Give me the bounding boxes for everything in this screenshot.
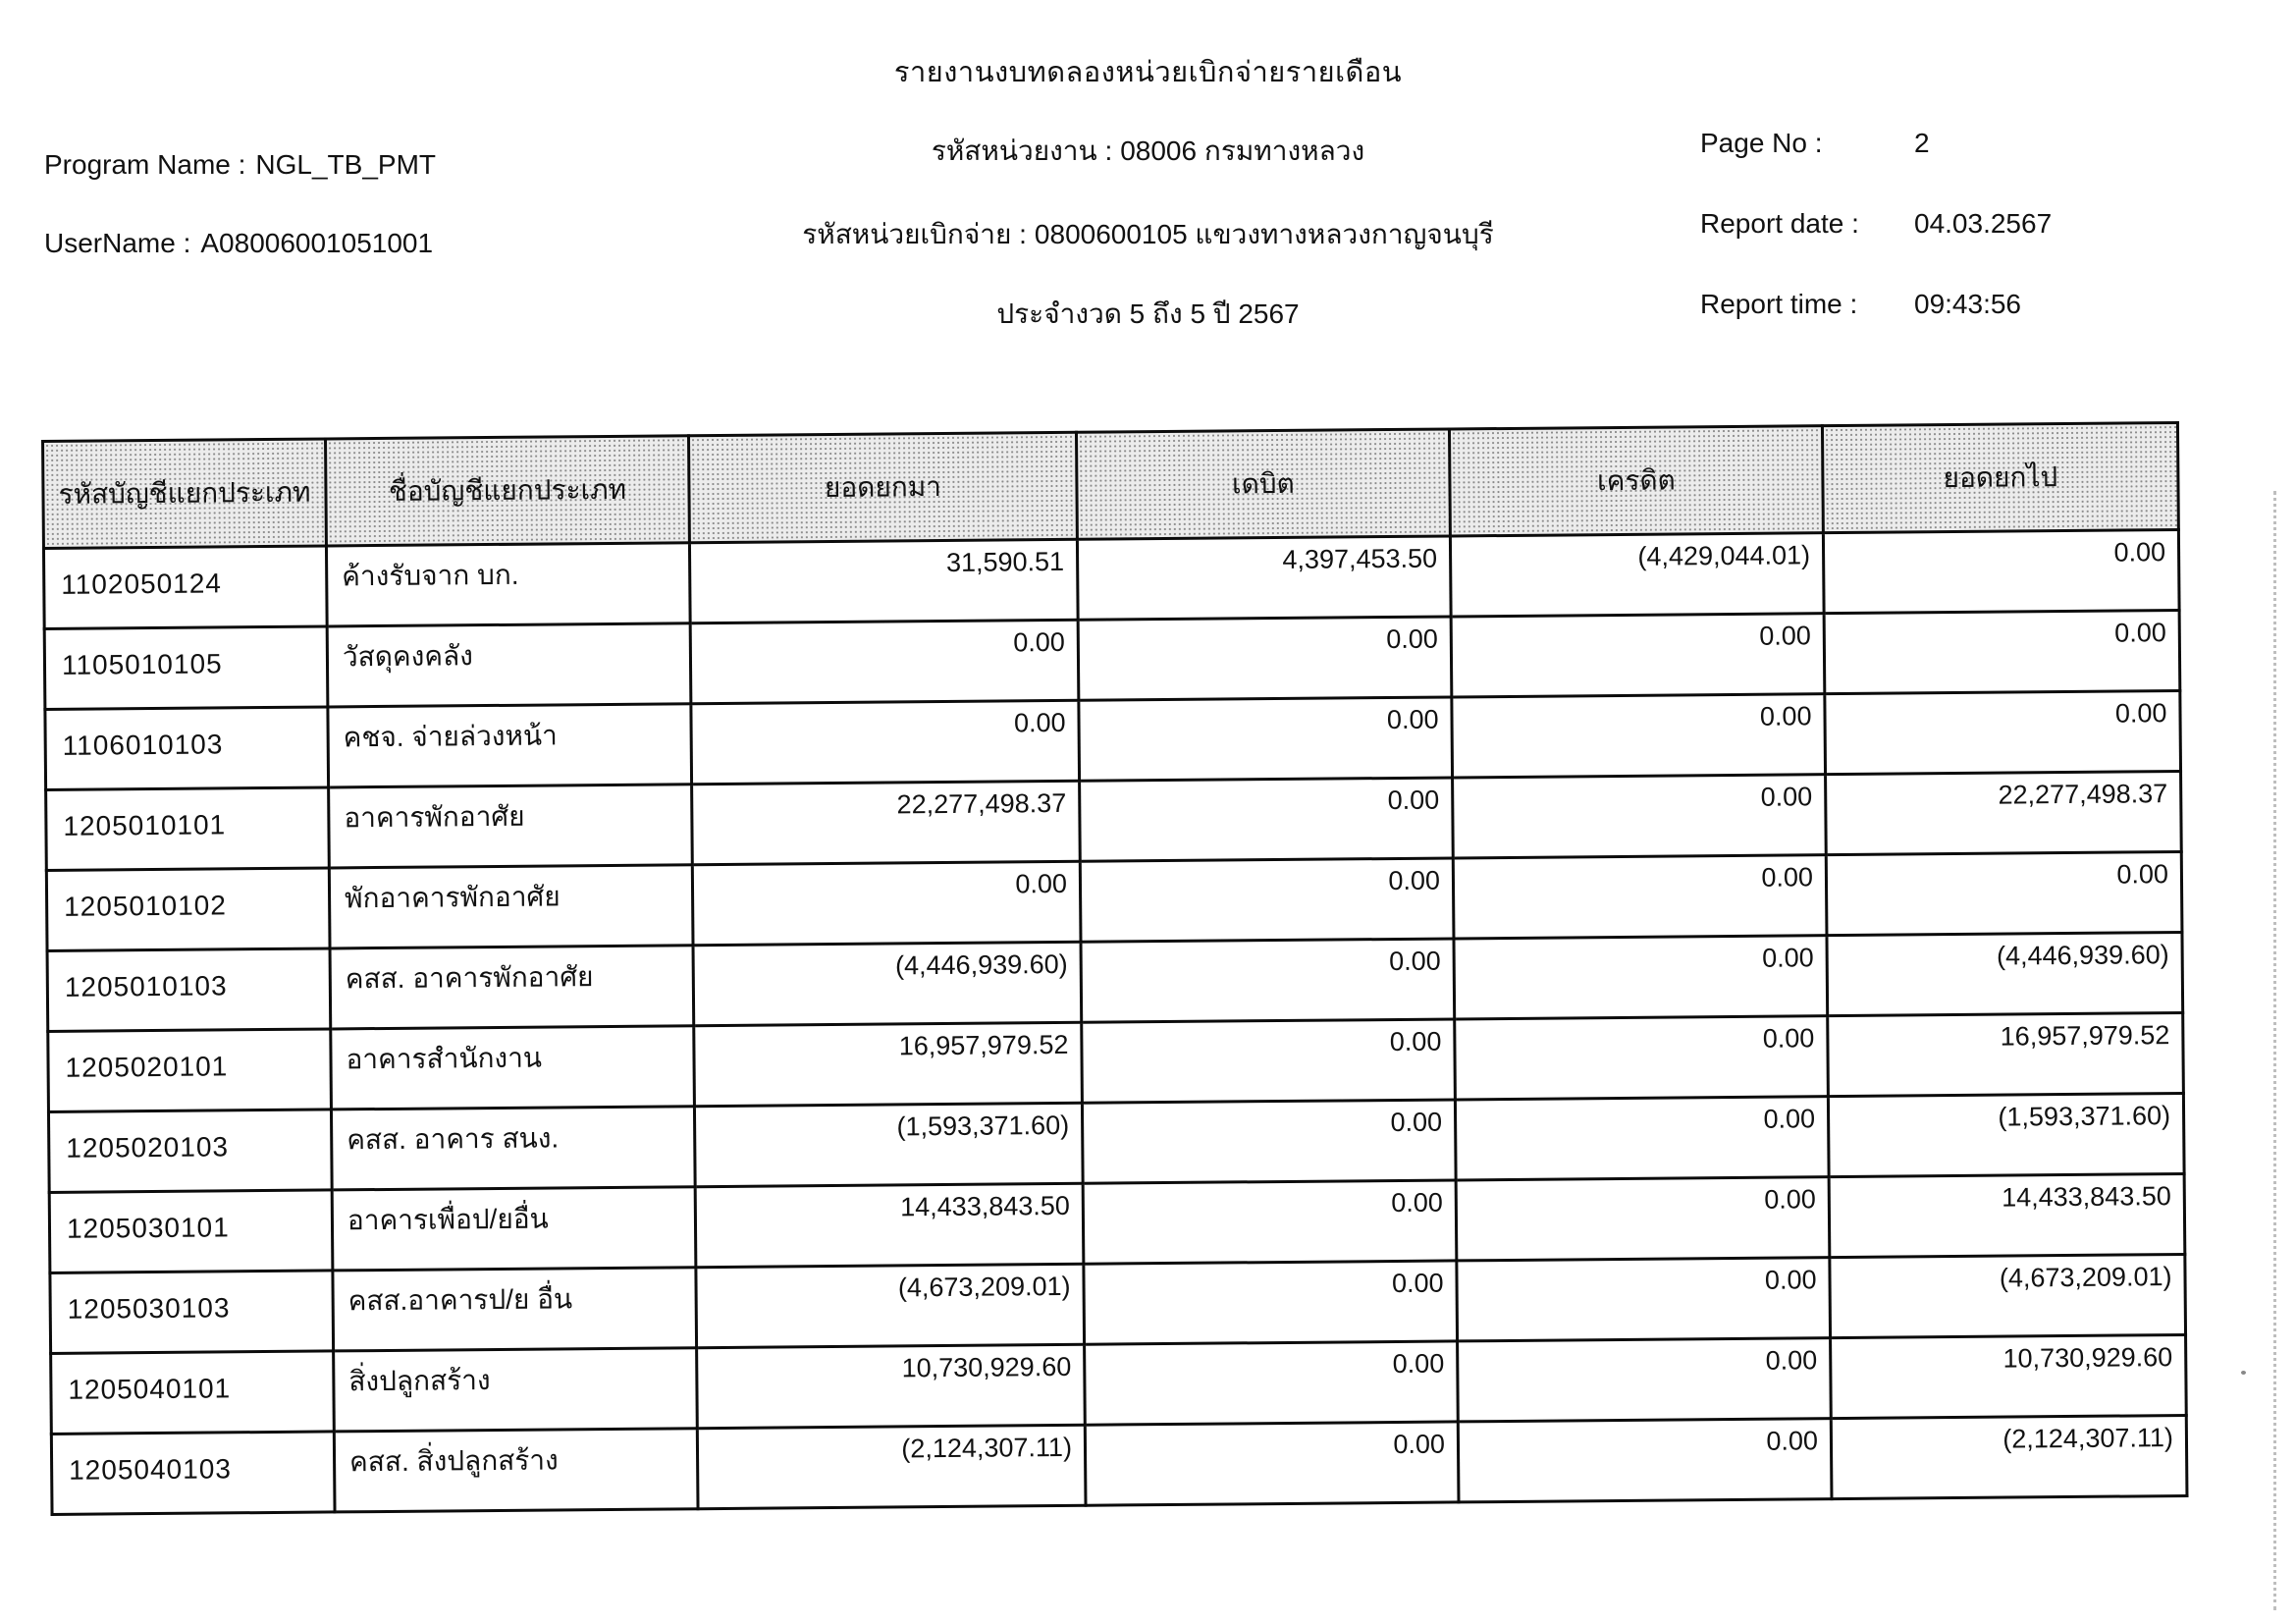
- debit-cell: 0.00: [1082, 1100, 1456, 1183]
- account-name-cell: อาคารเพื่อป/ยอื่น: [332, 1187, 696, 1271]
- closing-balance-cell: 14,433,843.50: [1829, 1173, 2185, 1257]
- agency-value: 08006 กรมทางหลวง: [1120, 135, 1365, 166]
- program-name-label: Program Name :: [44, 149, 246, 180]
- agency-label: รหัสหน่วยงาน :: [931, 135, 1113, 166]
- closing-balance-cell: (1,593,371.60): [1828, 1093, 2184, 1176]
- closing-balance-cell: (4,673,209.01): [1830, 1254, 2186, 1337]
- opening-balance-cell: 22,277,498.37: [692, 781, 1081, 864]
- page-no-line: [1700, 128, 1930, 159]
- table-body: [43, 530, 2187, 1515]
- account-name-cell: คสส. สิ่งปลูกสร้าง: [334, 1429, 698, 1512]
- opening-balance-cell: (4,673,209.01): [696, 1264, 1085, 1347]
- program-name-value: NGL_TB_PMT: [255, 149, 437, 180]
- col-header-credit: เครดิต: [1449, 426, 1823, 536]
- closing-balance-cell: (2,124,307.11): [1831, 1415, 2187, 1498]
- trial-balance-table: [41, 421, 2188, 1516]
- account-code-cell: 1205010101: [46, 787, 330, 871]
- opening-balance-cell: 16,957,979.52: [694, 1022, 1083, 1106]
- debit-cell: 0.00: [1080, 858, 1454, 942]
- debit-cell: 0.00: [1082, 1019, 1456, 1103]
- col-header-opening-balance: ยอดยกมา: [688, 432, 1077, 542]
- credit-cell: 0.00: [1458, 1338, 1832, 1422]
- account-code-cell: 1205030101: [49, 1190, 333, 1273]
- disbursing-unit-value: 0800600105 แขวงทางหลวงกาญจนบุรี: [1034, 219, 1494, 249]
- account-code-cell: 1205010102: [46, 868, 330, 951]
- table-header-row: [43, 423, 2179, 549]
- report-time-label: Report time :: [1700, 289, 1858, 319]
- col-header-debit: เดบิต: [1076, 429, 1450, 539]
- opening-balance-cell: 0.00: [692, 861, 1081, 945]
- scan-speck: [2241, 1371, 2246, 1375]
- account-name-cell: พักอาคารพักอาศัย: [329, 865, 693, 948]
- debit-cell: 0.00: [1085, 1422, 1459, 1505]
- credit-cell: 0.00: [1455, 1097, 1829, 1180]
- closing-balance-cell: 0.00: [1823, 530, 2179, 614]
- account-code-cell: 1205010103: [47, 948, 331, 1032]
- account-code-cell: 1102050124: [43, 546, 327, 629]
- opening-balance-cell: (4,446,939.60): [693, 942, 1082, 1025]
- account-code-cell: 1205020103: [48, 1110, 332, 1193]
- report-date-label: Report date :: [1700, 208, 1859, 239]
- account-name-cell: สิ่งปลูกสร้าง: [334, 1348, 698, 1432]
- closing-balance-cell: 22,277,498.37: [1826, 771, 2182, 854]
- col-header-closing-balance: ยอดยกไป: [1822, 423, 2178, 533]
- account-code-cell: 1205040101: [51, 1351, 335, 1435]
- credit-cell: 0.00: [1453, 855, 1827, 939]
- debit-cell: 0.00: [1084, 1261, 1458, 1344]
- col-header-account-code: รหัสบัญชีแยกประเภท: [43, 439, 327, 549]
- table-row: [51, 1415, 2187, 1514]
- closing-balance-cell: 0.00: [1826, 851, 2182, 935]
- account-name-cell: วัสดุคงคลัง: [327, 623, 691, 707]
- account-code-cell: 1106010103: [45, 707, 329, 790]
- program-name-line: [44, 149, 436, 181]
- username-value: A08006001051001: [200, 228, 434, 258]
- report-title: รายงานงบทดลองหน่วยเบิกจ่ายรายเดือน: [893, 57, 1403, 88]
- col-header-account-name: ชื่อบัญชีแยกประเภท: [326, 436, 690, 546]
- report-time-value: 09:43:56: [1914, 289, 2021, 319]
- credit-cell: 0.00: [1455, 1016, 1829, 1100]
- debit-cell: 4,397,453.50: [1077, 536, 1451, 620]
- report-date-value: 04.03.2567: [1914, 208, 2053, 239]
- report-date-line: [1700, 208, 2052, 240]
- credit-cell: 0.00: [1453, 775, 1827, 858]
- debit-cell: 0.00: [1083, 1180, 1457, 1264]
- closing-balance-cell: 0.00: [1824, 610, 2180, 693]
- account-name-cell: คสส.อาคารป/ย อื่น: [333, 1268, 697, 1351]
- debit-cell: 0.00: [1085, 1341, 1459, 1425]
- account-name-cell: คสส. อาคารพักอาศัย: [330, 946, 694, 1029]
- period-line: ประจำงวด 5 ถึง 5 ปี 2567: [996, 298, 1300, 329]
- credit-cell: 0.00: [1452, 694, 1826, 778]
- account-code-cell: 1205040103: [51, 1432, 335, 1515]
- closing-balance-cell: 10,730,929.60: [1831, 1334, 2187, 1418]
- debit-cell: 0.00: [1078, 617, 1452, 700]
- debit-cell: 0.00: [1079, 697, 1453, 781]
- account-name-cell: อาคารพักอาศัย: [329, 785, 693, 868]
- account-name-cell: ค้างรับจาก บก.: [326, 543, 690, 626]
- account-code-cell: 1205030103: [50, 1271, 334, 1354]
- username-line: [44, 228, 433, 259]
- closing-balance-cell: 0.00: [1825, 690, 2181, 774]
- account-name-cell: คชจ. จ่ายล่วงหน้า: [328, 704, 692, 787]
- page-no-value: 2: [1914, 128, 1930, 158]
- credit-cell: 0.00: [1456, 1177, 1830, 1261]
- page-no-label: Page No :: [1700, 128, 1823, 158]
- closing-balance-cell: (4,446,939.60): [1827, 932, 2183, 1015]
- opening-balance-cell: 0.00: [691, 700, 1080, 784]
- report-time-line: [1700, 289, 2021, 320]
- account-code-cell: 1205020101: [48, 1029, 332, 1112]
- username-label: UserName :: [44, 228, 191, 258]
- account-code-cell: 1105010105: [44, 626, 328, 710]
- opening-balance-cell: 10,730,929.60: [697, 1344, 1086, 1428]
- disbursing-unit-label: รหัสหน่วยเบิกจ่าย :: [802, 219, 1027, 249]
- credit-cell: 0.00: [1457, 1258, 1831, 1341]
- account-name-cell: คสส. อาคาร สนง.: [331, 1107, 695, 1190]
- opening-balance-cell: (1,593,371.60): [694, 1103, 1083, 1186]
- debit-cell: 0.00: [1080, 778, 1454, 861]
- debit-cell: 0.00: [1081, 939, 1455, 1022]
- opening-balance-cell: 0.00: [690, 620, 1079, 703]
- credit-cell: 0.00: [1454, 936, 1828, 1019]
- scan-edge-dots: [2273, 491, 2276, 1610]
- trial-balance-table-wrap: [41, 421, 2188, 1516]
- closing-balance-cell: 16,957,979.52: [1828, 1012, 2184, 1096]
- opening-balance-cell: 14,433,843.50: [695, 1183, 1084, 1267]
- credit-cell: (4,429,044.01): [1450, 533, 1824, 617]
- opening-balance-cell: 31,590.51: [689, 539, 1078, 623]
- credit-cell: 0.00: [1451, 614, 1825, 697]
- account-name-cell: อาคารสำนักงาน: [331, 1026, 695, 1110]
- opening-balance-cell: (2,124,307.11): [697, 1425, 1086, 1508]
- credit-cell: 0.00: [1458, 1419, 1832, 1502]
